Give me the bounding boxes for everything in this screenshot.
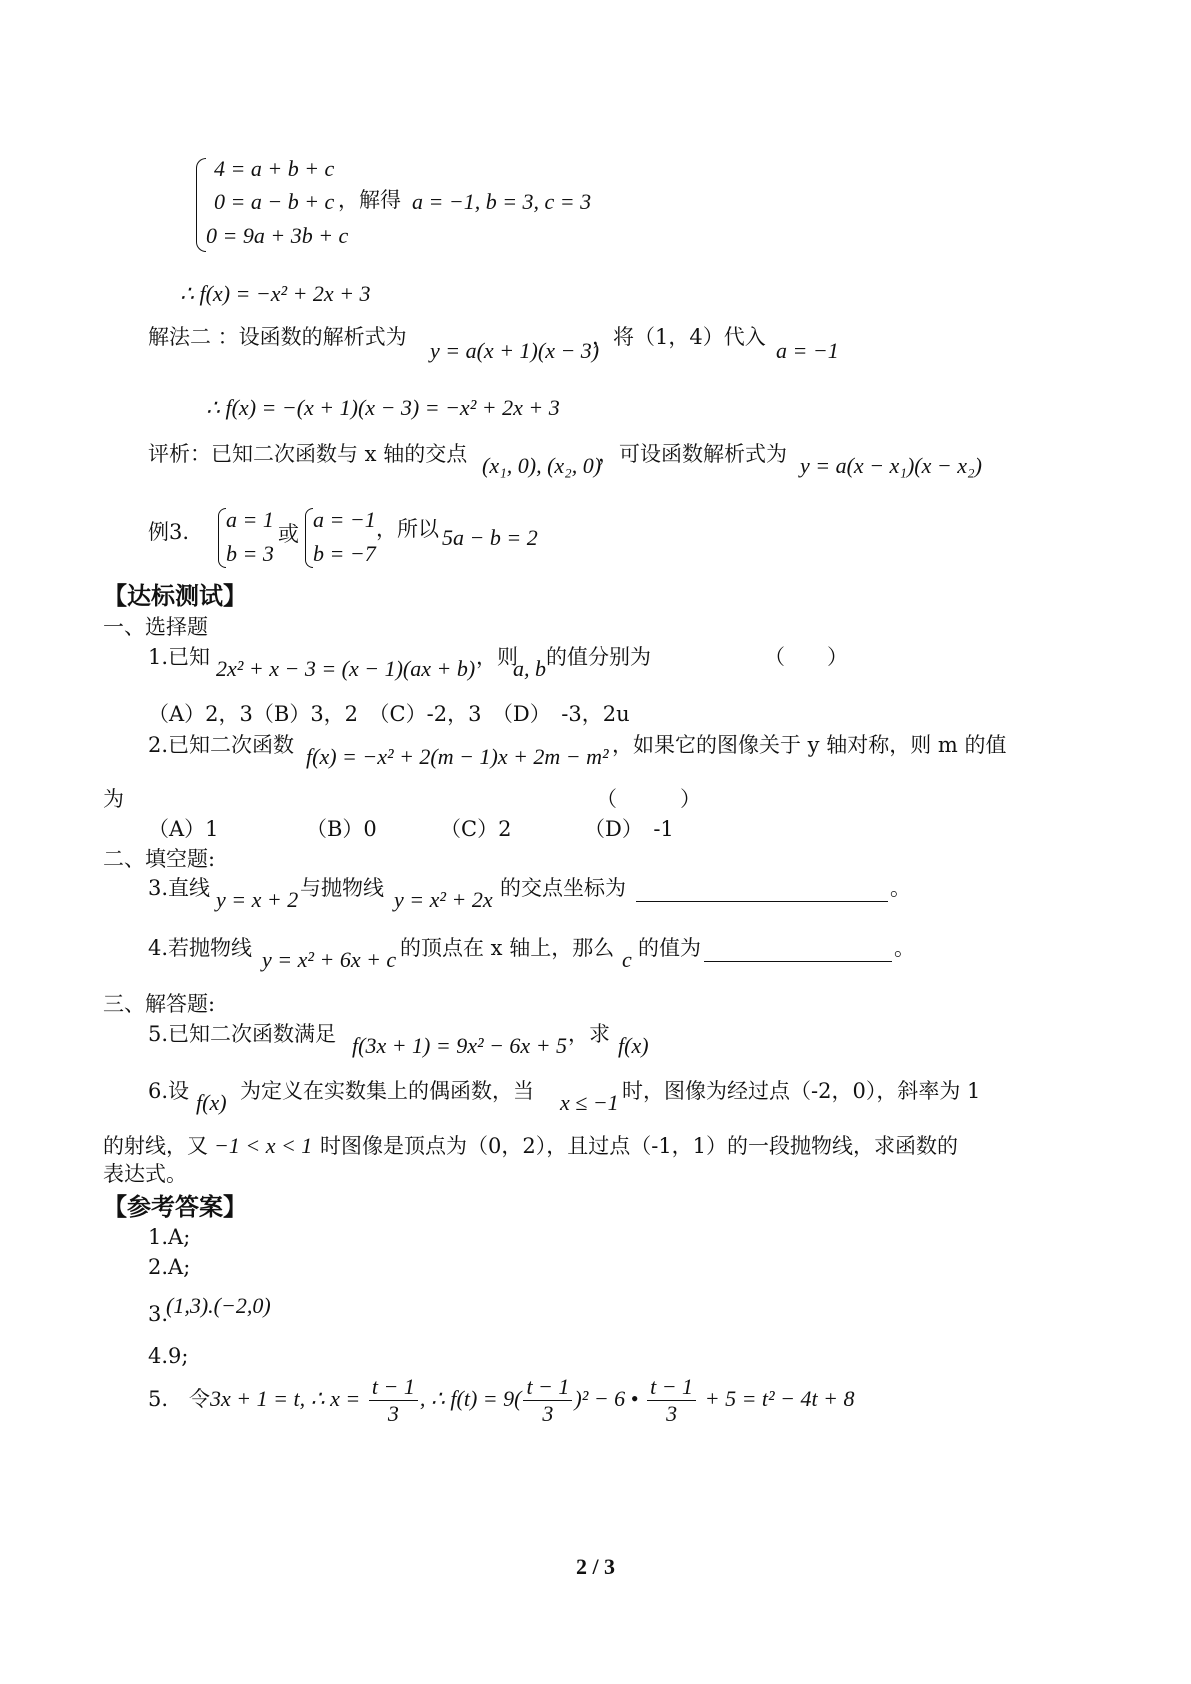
example3-a2: a = −1 (313, 507, 376, 532)
q1-suffix: 的值分别为 (546, 645, 651, 669)
q6-condition: x ≤ −1 (560, 1090, 619, 1115)
method2-value: a = −1 (776, 338, 839, 363)
q3-answer-blank[interactable] (636, 874, 888, 902)
q3-mid: 与抛物线 (300, 876, 384, 900)
fraction-3 (647, 1374, 696, 1427)
answer-3-label: 3. (148, 1302, 169, 1326)
q3-end: 。 (890, 876, 911, 900)
q3-suffix: 的交点坐标为 (500, 876, 626, 900)
q2-option-c: （C）2 (440, 817, 512, 841)
q1-mid: ，则 (476, 645, 518, 669)
result-2: ∴ f(x) = −(x + 1)(x − 3) = −x² + 2x + 3 (206, 395, 560, 420)
q4-formula: y = x² + 6x + c (262, 947, 397, 972)
fraction-3-numerator: t − 1 (647, 1374, 696, 1401)
q2-option-a: （A）1 (148, 817, 219, 841)
fraction-2-denominator: 3 (542, 1401, 554, 1426)
section-answer-heading: 【参考答案】 (103, 1192, 247, 1221)
q1-paren: （ ） (764, 645, 848, 669)
example3-label: 例3. (148, 520, 190, 544)
comment-mid: ，可设函数解析式为 (598, 442, 787, 466)
q2-option-d: （D） -1 (584, 817, 674, 841)
method2-formula: y = a(x + 1)(x − 3) (430, 338, 600, 363)
q2-suffix: ，如果它的图像关于 y 轴对称，则 m 的值 (612, 733, 1007, 757)
example3-brace-2 (305, 508, 313, 568)
result-1: ∴ f(x) = −x² + 2x + 3 (180, 281, 371, 306)
q1-formula: 2x² + x − 3 = (x − 1)(ax + b) (216, 656, 476, 681)
example3-or: 或 (278, 522, 299, 546)
fraction-1-denominator: 3 (387, 1401, 399, 1426)
q2-prefix: 2.已知二次函数 (148, 733, 295, 757)
answer-1: 1.A; (148, 1225, 191, 1249)
q1-options: （A）2，3（B）3，2 （C）-2，3 （D） -3，2u (148, 702, 630, 726)
answer-4: 4.9; (148, 1344, 189, 1368)
system-eq-1: 4 = a + b + c (214, 156, 335, 181)
fraction-1-numerator: t − 1 (369, 1374, 418, 1401)
answer-2: 2.A; (148, 1255, 191, 1279)
q3-prefix: 3.直线 (148, 876, 211, 900)
comment-points: (x₁, 0), (x₂, 0) (482, 453, 602, 478)
q1-vars: a, b (513, 656, 546, 681)
q6-prefix: 6.设 (148, 1079, 190, 1103)
q3-formula-2: y = x² + 2x (394, 887, 493, 912)
part1-heading: 一、选择题 (103, 615, 208, 639)
example3-result: 5a − b = 2 (442, 525, 538, 550)
answer-3-value: (1,3).(−2,0) (166, 1293, 271, 1318)
q1-prefix: 1.已知 (148, 645, 211, 669)
q6-mid: 为定义在实数集上的偶函数，当 (240, 1079, 534, 1103)
answer-5-label: 5. 令 (148, 1387, 211, 1411)
system-eq-3: 0 = 9a + 3b + c (206, 223, 349, 248)
q2-formula: f(x) = −x² + 2(m − 1)x + 2m − m² (306, 744, 609, 769)
example3-b2: b = −7 (313, 541, 376, 566)
page-number: 2 / 3 (575, 1554, 616, 1579)
comment-formula: y = a(x − x₁)(x − x₂) (800, 453, 982, 478)
q3-formula-1: y = x + 2 (216, 887, 299, 912)
answer-5 (148, 1372, 854, 1426)
answer-5-part-2: , ∴ f(t) = 9( (419, 1386, 522, 1411)
example3-brace-1 (218, 508, 226, 568)
section-test-heading: 【达标测试】 (103, 581, 247, 610)
answer-5-part-4: + 5 = t² − 4t + 8 (704, 1386, 855, 1411)
comment-label: 评析：已知二次函数与 x 轴的交点 (148, 442, 468, 466)
part3-heading: 三、解答题: (103, 992, 216, 1016)
solution: a = −1, b = 3, c = 3 (412, 189, 592, 214)
q4-var: c (622, 947, 632, 972)
q5-prefix: 5.已知二次函数满足 (148, 1022, 337, 1046)
q4-suffix: 的值为 (638, 936, 701, 960)
method2-mid: ，将（1，4）代入 (592, 325, 766, 349)
q6-function: f(x) (196, 1090, 227, 1115)
q4-answer-blank[interactable] (704, 934, 892, 962)
q6-suffix: 时，图像为经过点（-2，0），斜率为 1 (622, 1079, 981, 1103)
fraction-3-denominator: 3 (666, 1401, 678, 1426)
example3-a1: a = 1 (226, 507, 274, 532)
q4-mid: 的顶点在 x 轴上，那么 (400, 936, 615, 960)
fraction-2-numerator: t − 1 (523, 1374, 572, 1401)
q4-end: 。 (894, 936, 915, 960)
q6-line2-b: 时图像是顶点为（0，2），且过点（-1，1）的一段抛物线，求函数的 (320, 1134, 959, 1158)
q5-mid: ，求 (568, 1022, 610, 1046)
method2-label: 解法二 ：设函数的解析式为 (148, 325, 407, 349)
part2-heading: 二、填空题: (103, 847, 216, 871)
fraction-1 (369, 1374, 418, 1427)
solve-text: ，解得 (338, 188, 401, 212)
q6-line3: 表达式。 (103, 1162, 187, 1186)
system-eq-2: 0 = a − b + c (214, 189, 335, 214)
system-brace (196, 158, 206, 252)
q2-paren: （ ） (596, 787, 701, 811)
q5-target: f(x) (618, 1033, 649, 1058)
answer-5-part-1: 3x + 1 = t, ∴ x = (210, 1386, 361, 1411)
example3-b1: b = 3 (226, 541, 274, 566)
example3-mid: ，所以 (376, 517, 439, 541)
q6-line2-a: 的射线，又 (103, 1134, 208, 1158)
fraction-2 (523, 1374, 572, 1427)
answer-5-part-3: )² − 6 • (574, 1386, 639, 1411)
q2-option-b: （B）0 (306, 817, 377, 841)
q2-cont: 为 (103, 787, 124, 811)
q6-condition-2: −1 < x < 1 (214, 1133, 313, 1158)
q4-prefix: 4.若抛物线 (148, 936, 253, 960)
q5-formula: f(3x + 1) = 9x² − 6x + 5 (352, 1033, 568, 1058)
